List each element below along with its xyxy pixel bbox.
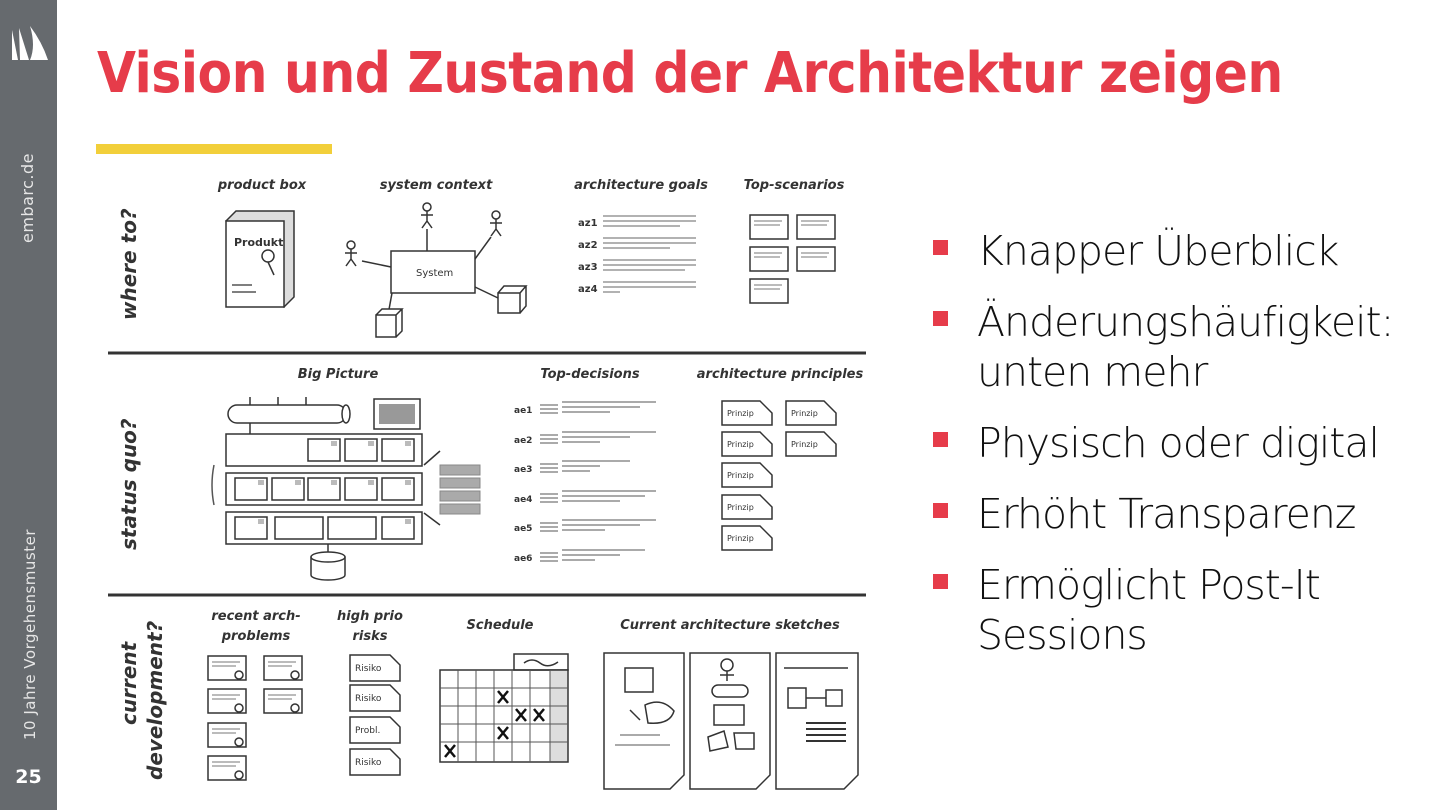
bullet-list — [930, 226, 1430, 681]
bullet-text: Änderungshäufigkeit: unten mehr — [977, 298, 1394, 396]
heading-architecture-goals: architecture goals — [574, 178, 708, 193]
goal-label: az3 — [578, 262, 598, 273]
bullet-marker — [933, 311, 948, 326]
principle-label: Prinzip — [791, 440, 818, 449]
heading-big-picture: Big Picture — [297, 367, 379, 382]
principle-label: Prinzip — [727, 471, 754, 480]
risk-label: Risiko — [355, 758, 382, 768]
heading-current-sketches: Current architecture sketches — [620, 618, 840, 633]
heading-high-prio: high prio — [337, 609, 403, 624]
page-number: 25 — [15, 766, 42, 788]
goal-lines — [603, 216, 696, 292]
system-label: System — [416, 268, 454, 279]
bullet-text: Erhöht Transparenz — [977, 490, 1356, 538]
risk-label: Risiko — [355, 664, 382, 674]
principle-label: Prinzip — [727, 409, 754, 418]
heading-recent-problems-2: problems — [221, 629, 291, 644]
product-box-drawing — [226, 211, 294, 307]
bullet-item — [930, 560, 1430, 660]
goal-label: az2 — [578, 240, 598, 251]
decision-label: ae1 — [514, 406, 533, 416]
heading-schedule: Schedule — [466, 618, 534, 633]
title-underline — [96, 144, 332, 154]
heading-top-decisions: Top-decisions — [540, 367, 640, 382]
bullet-text: Ermöglicht Post-It Sessions — [977, 561, 1320, 659]
goal-label: az4 — [578, 284, 598, 295]
current-sketches — [604, 653, 858, 789]
embarc-logo-icon — [8, 24, 50, 66]
decision-label: ae2 — [514, 436, 533, 446]
heading-architecture-principles: architecture principles — [696, 367, 864, 382]
heading-system-context: system context — [379, 178, 493, 193]
goal-label: az1 — [578, 218, 598, 229]
decision-label: ae4 — [514, 495, 533, 505]
big-picture-drawing — [212, 397, 480, 580]
architecture-sketch — [100, 165, 875, 790]
bullet-marker — [933, 432, 948, 447]
row-label-development: development? — [143, 620, 167, 780]
decision-label: ae3 — [514, 465, 533, 475]
bullet-marker — [933, 503, 948, 518]
decision-label: ae6 — [514, 554, 533, 564]
problem-cards — [208, 656, 302, 780]
risk-label: Risiko — [355, 694, 382, 704]
sidebar — [0, 0, 57, 810]
bullet-item — [930, 418, 1430, 468]
principle-label: Prinzip — [727, 534, 754, 543]
decision-lines — [540, 402, 656, 561]
bullet-text: Knapper Überblick — [977, 227, 1339, 275]
heading-risks: risks — [352, 629, 388, 644]
principle-label: Prinzip — [727, 440, 754, 449]
row-label-current: current — [117, 641, 141, 725]
bullet-item — [930, 226, 1430, 276]
row-label-where-to: where to? — [117, 208, 141, 320]
principle-label: Prinzip — [791, 409, 818, 418]
row-label-status-quo: status quo? — [117, 418, 141, 550]
bullet-item — [930, 489, 1430, 539]
decision-label: ae5 — [514, 524, 533, 534]
top-scenarios-drawing — [750, 215, 835, 303]
site-url: embarc.de — [18, 153, 37, 243]
bullet-marker — [933, 574, 948, 589]
heading-recent-problems: recent arch- — [211, 609, 301, 624]
bullet-item — [930, 297, 1430, 397]
heading-product-box: product box — [217, 178, 307, 193]
bullet-text: Physisch oder digital — [977, 419, 1379, 467]
footer-text: 10 Jahre Vorgehensmuster — [21, 528, 39, 740]
slide-title: Vision und Zustand der Architektur zeigen — [97, 41, 1283, 106]
bullet-marker — [933, 240, 948, 255]
schedule-grid — [440, 654, 568, 762]
product-label: Produkt — [234, 236, 284, 249]
heading-top-scenarios: Top-scenarios — [743, 178, 845, 193]
principle-label: Prinzip — [727, 503, 754, 512]
risk-label: Probl. — [355, 726, 381, 736]
